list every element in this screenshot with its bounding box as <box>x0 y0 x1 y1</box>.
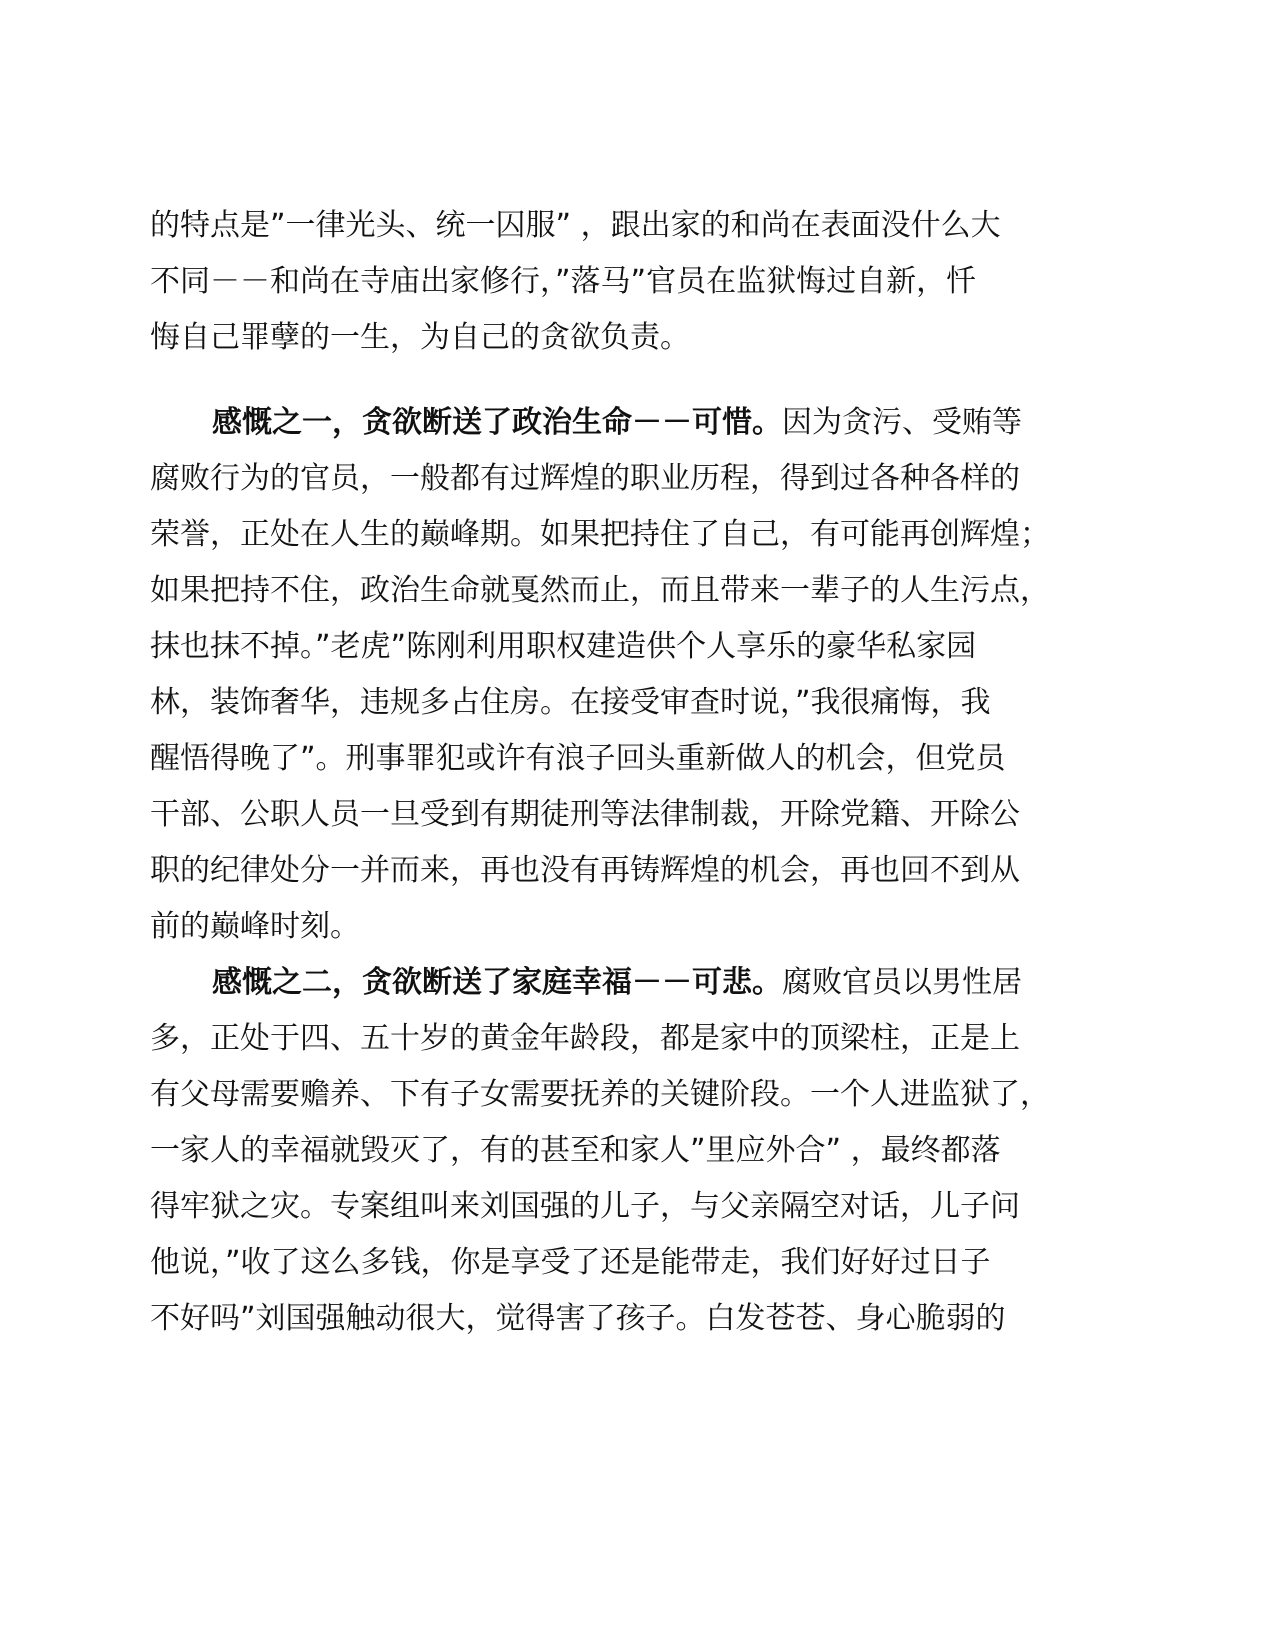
text-line: 林，装饰奢华，违规多占住房。在接受审查时说，”我很痛悔，我 <box>150 685 991 720</box>
text-line: 抹也抹不掉。”老虎”陈刚利用职权建造供个人享乐的豪华私家园 <box>150 629 977 664</box>
text-line: 醒悟得晚了”。刑事罪犯或许有浪子回头重新做人的机会，但党员 <box>150 741 1006 776</box>
text-line: 干部、公职人员一旦受到有期徒刑等法律制裁，开除党籍、开除公 <box>150 797 1020 832</box>
text-line: 腐败行为的官员，一般都有过辉煌的职业历程，得到过各种各样的 <box>150 461 1020 496</box>
text-line: 他说，”收了这么多钱，你是享受了还是能带走，我们好好过日子 <box>150 1245 991 1280</box>
text-line: 悔自己罪孽的一生，为自己的贪欲负责。 <box>150 320 690 355</box>
text-line: 一家人的幸福就毁灭了，有的甚至和家人”里应外合” ，最终都落 <box>150 1133 1001 1168</box>
text-line: 得牢狱之灾。专案组叫来刘国强的儿子，与父亲隔空对话，儿子问 <box>150 1189 1020 1224</box>
text-line: 有父母需要赡养、下有子女需要抚养的关键阶段。一个人进监狱了， <box>150 1077 1050 1112</box>
text-line: 前的巅峰时刻。 <box>150 909 360 944</box>
text-line: 的特点是”一律光头、统一囚服” ，跟出家的和尚在表面没什么大 <box>150 208 1001 243</box>
paragraph-heading: 感慨之二，贪欲断送了家庭幸福－－可悲。 <box>212 965 782 1000</box>
text-line: 如果把持不住，政治生命就戛然而止，而且带来一辈子的人生污点， <box>150 573 1050 608</box>
text-line <box>150 395 1130 451</box>
paragraph-reflection-two <box>150 955 1130 1347</box>
text-line: 职的纪律处分一并而来，再也没有再铸辉煌的机会，再也回不到从 <box>150 853 1020 888</box>
text-line: 不好吗”刘国强触动很大，觉得害了孩子。白发苍苍、身心脆弱的 <box>150 1301 1006 1336</box>
paragraph-reflection-one <box>150 395 1130 955</box>
text-run: 因为贪污、受贿等 <box>782 405 1022 440</box>
text-run: 腐败官员以男性居 <box>782 965 1022 1000</box>
text-line: 多，正处于四、五十岁的黄金年龄段，都是家中的顶梁柱，正是上 <box>150 1021 1020 1056</box>
text-line: 荣誉，正处在人生的巅峰期。如果把持住了自己，有可能再创辉煌； <box>150 517 1050 552</box>
paragraph-heading: 感慨之一，贪欲断送了政治生命－－可惜。 <box>212 405 782 440</box>
text-line: 不同－－和尚在寺庙出家修行，”落马”官员在监狱悔过自新，忏 <box>150 264 977 299</box>
paragraph-intro-continuation <box>150 198 1130 366</box>
text-line <box>150 955 1130 1011</box>
